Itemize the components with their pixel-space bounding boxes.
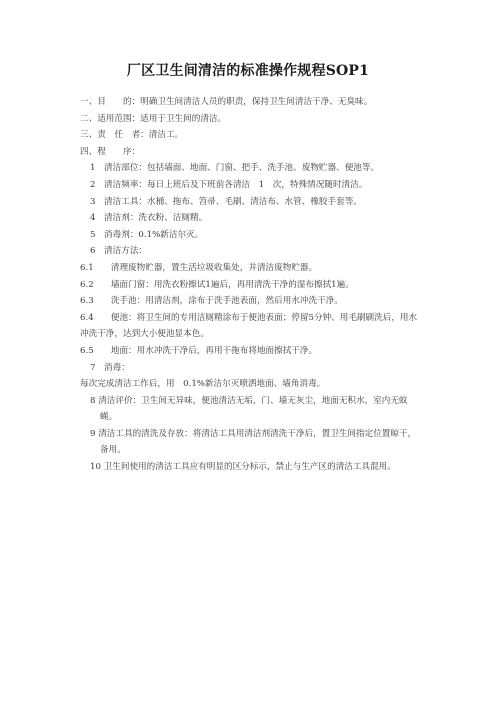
step-8: 8 清洁评价：卫生间无异味，便池清洁无垢，门、墙无灰尘，地面无积水，室内无蚊蝇。 (90, 395, 408, 423)
step-6-5: 6.5 地面：用水冲洗干净后，再用干拖布将地面擦拭干净。 (80, 345, 318, 356)
document-body (80, 94, 420, 476)
section-purpose: 一、目 的：明确卫生间清洁人员的职责，保持卫生间清洁干净、无臭味。 (80, 97, 373, 107)
step-5: 5 消毒剂：0.1%新洁尔灭。 (90, 229, 204, 240)
step-7-detail: 每次完成清洁工作后，用 0.1%新洁尔灭喷洒地面、墙角消毒。 (80, 379, 326, 390)
step-6-4: 6.4 便池：将卫生间的专用洁厕精涂布于便池表面；停留5分钟、用毛刷刷洗后，用水冲洗干净，达到大小便池显本色。 (80, 312, 418, 340)
step-6-3: 6.3 洗手池：用清洁剂，涂布于洗手池表面，然后用水冲洗干净。 (80, 296, 343, 307)
step-10: 10 卫生间使用的清洁工具应有明显的区分标示，禁止与生产区的清洁工具混用。 (90, 462, 396, 473)
step-6-2: 6.2 墙面门窗：用洗衣粉擦试1遍后，再用清洗干净的湿布擦拭1遍。 (80, 279, 354, 290)
step-6: 6 清洁方法： (90, 246, 148, 257)
step-4: 4 清洁剂：洗衣粉、洁厕精。 (90, 213, 208, 224)
section-responsible: 三、责 任 者：清洁工。 (80, 130, 184, 141)
section-procedure: 四、程 序： (80, 146, 141, 157)
step-3: 3 清洁工具：水桶、拖布、笤帚、毛刷、清洁布、水管、橡胶手套等。 (90, 196, 362, 207)
document-title: 厂区卫生间清洁的标准操作规程SOP1 (126, 63, 370, 79)
step-2: 2 清洁频率：每日上班后及下班前各清洁 1 次，特殊情况随时清洁。 (90, 179, 368, 190)
step-7: 7 消毒： (90, 362, 130, 373)
step-6-1: 6.1 清理废物贮器，置生活垃圾收集处，并清洁废物贮器。 (80, 262, 318, 273)
step-9: 9 清洁工具的清洗及存放：将清洁工具用清洁剂清洗干净后，置卫生间指定位置晾干，备用。 (90, 428, 417, 456)
step-1: 1 清洁部位：包括墙面、地面、门窗、把手、洗手池、废物贮器、便池等。 (90, 163, 380, 174)
section-scope: 二、适用范围：适用于卫生间的清洁。 (80, 113, 227, 124)
